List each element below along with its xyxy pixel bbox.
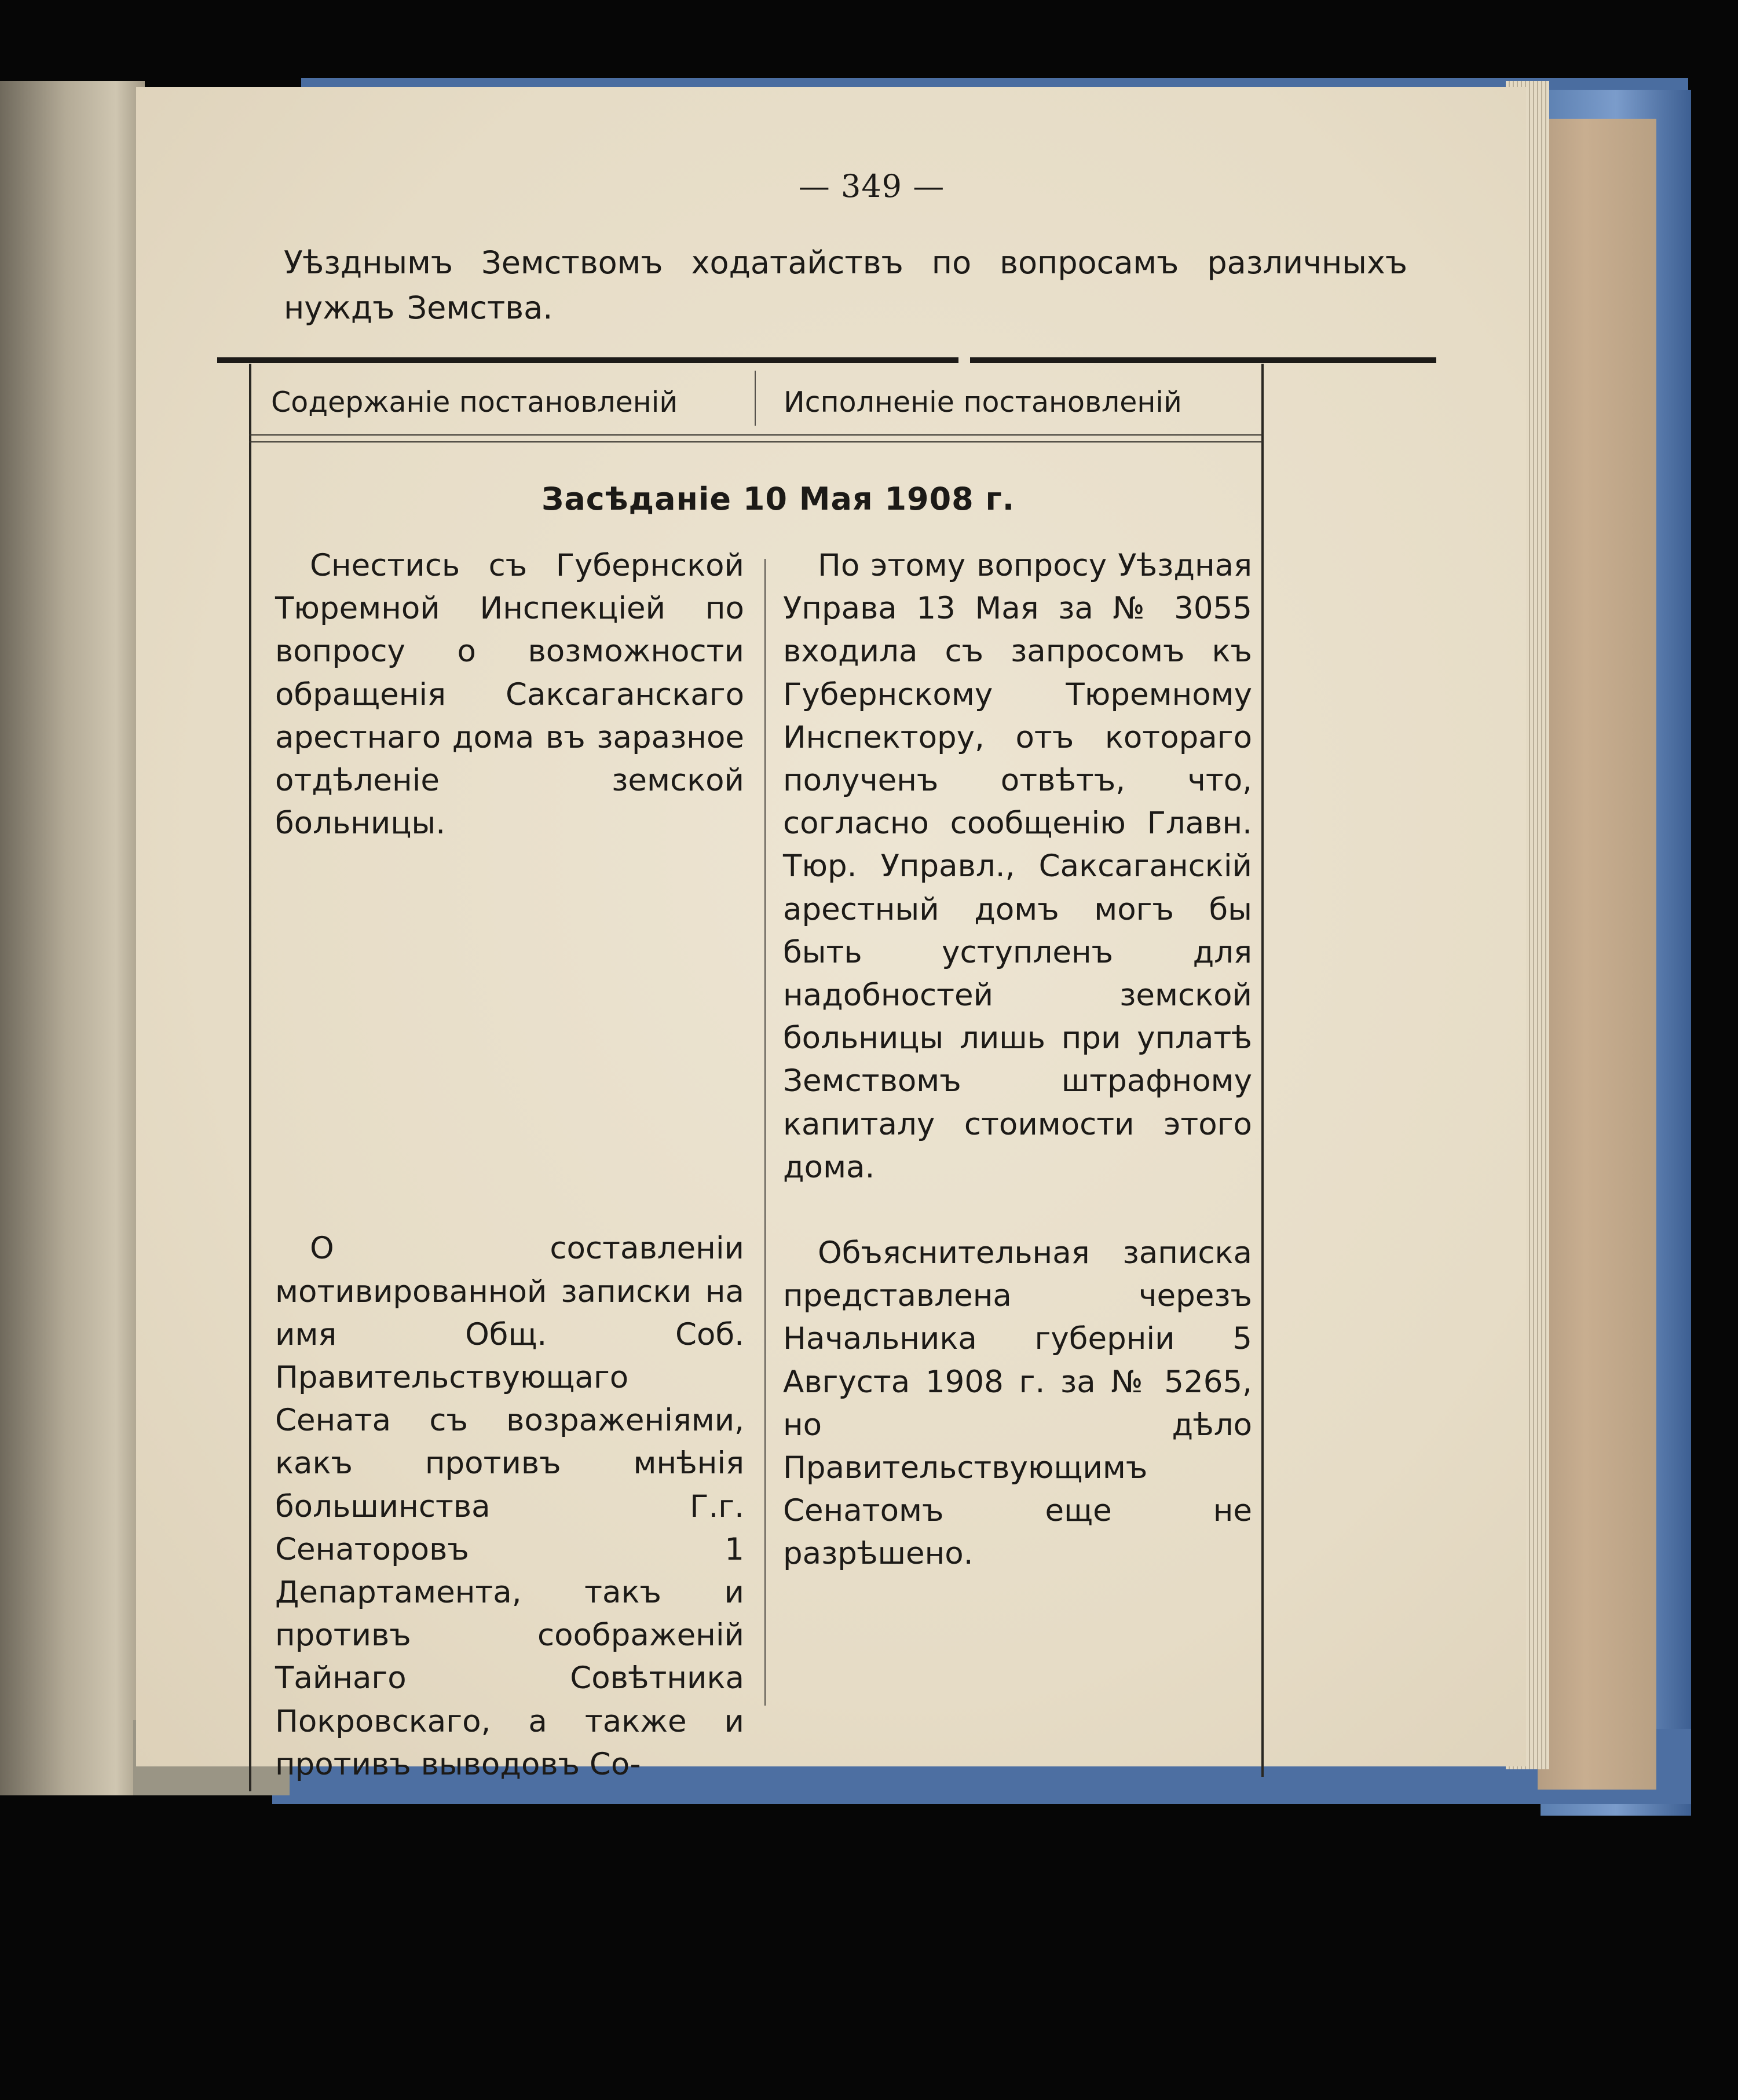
header-rule-2: [249, 441, 1263, 442]
table-top-rule-left: [217, 357, 958, 363]
right-entry: Объяснительная записка представлена черезъ Начальника губерніи 5 Августа 1908 г. за № 5265, но дѣло Правительствующимъ Сенатомъ еще не разрѣшено.: [783, 1235, 1252, 1572]
book-page: [136, 87, 1526, 1782]
table-top-rule-right: [970, 357, 1436, 363]
table-left-border: [249, 364, 251, 1791]
left-entry: Снестись съ Губернской Тюремной Инспекціей по вопросу о возможности обращенія Саксаганскаго арестнаго дома въ заразное отдѣленіе земской больницы.: [275, 548, 744, 842]
right-column: [783, 544, 1252, 1576]
left-entry: О составленіи мотивированной записки на имя Общ. Соб. Правительствующаго Сената съ возраженіями, какъ противъ мнѣнія большинства Г.г. Сенаторовъ 1 Департамента, такъ и противъ соображеній Тайнаго Совѣтника Покровскаго, а также и противъ выводовъ Со-: [275, 1231, 744, 1782]
table-right-border: [1261, 364, 1264, 1777]
column-divider: [764, 559, 766, 1706]
left-page-edge: [0, 81, 145, 1795]
session-title: Засѣданіе 10 Мая 1908 г.: [541, 481, 1015, 517]
right-entry: По этому вопросу Уѣздная Управа 13 Мая за № 3055 входила съ запросомъ къ Губернскому Тюремному Инспектору, отъ котораго полученъ отвѣтъ, что, согласно сообщенію Главн. Тюр. Управл., Саксаганскій арестный домъ могъ бы быть уступленъ для надобностей земской больницы лишь при уплатѣ Земствомъ штрафному капиталу стоимости этого дома.: [783, 548, 1252, 1185]
header-rule-1: [249, 434, 1263, 436]
header-content: Содержаніе постановленій: [271, 386, 678, 419]
page-number: — 349 —: [798, 168, 945, 204]
header-divider: [755, 371, 756, 426]
left-column: [275, 544, 744, 1786]
book-board: [1538, 119, 1656, 1790]
intro-text: Уѣзднымъ Земствомъ ходатайствъ по вопросамъ различныхъ нуждъ Земства.: [284, 244, 1407, 326]
header-execution: Исполненіе постановленій: [784, 386, 1182, 419]
